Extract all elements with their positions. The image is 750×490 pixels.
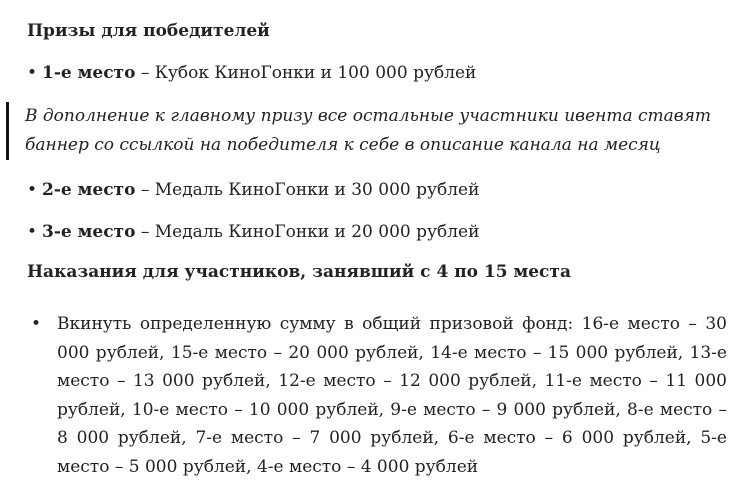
bullet-icon: • (27, 63, 38, 83)
prizes-heading: Призы для победителей (27, 21, 270, 41)
list-item-second-place (27, 179, 479, 201)
bullet-icon: • (27, 222, 38, 242)
list-item-penalty (27, 310, 727, 481)
second-place-label: 2-е место (42, 180, 136, 200)
first-place-label: 1-е место (42, 63, 136, 83)
penalties-heading: Наказания для участников, занявший с 4 по 15 места (27, 262, 571, 282)
quote-text: В дополнение к главному призу все остальные участники ивента ставят баннер со ссылкой на победителя к себе в описание канала на месяц (25, 106, 712, 155)
first-place-prize: – Кубок КиноГонки и 100 000 рублей (135, 63, 477, 83)
blockquote (6, 102, 726, 160)
list-item-first-place (27, 62, 476, 84)
third-place-prize: – Медаль КиноГонки и 20 000 рублей (135, 222, 480, 242)
second-place-prize: – Медаль КиноГонки и 30 000 рублей (135, 180, 480, 200)
bullet-icon: • (31, 314, 42, 334)
third-place-label: 3-е место (42, 222, 136, 242)
bullet-icon: • (27, 180, 38, 200)
list-item-third-place (27, 221, 479, 243)
penalty-text: Вкинуть определенную сумму в общий призовой фонд: 16-е место – 30 000 рублей, 15-е место – 20 000 рублей, 14-е место – 15 000 рублей, 13-е место – 13 000 рублей, 12-е место – 12 000 рублей, 11-е место – 11 000 рублей, 10-е место – 10 000 рублей, 9-е место – 9 000 рублей, 8-е место – 8 000 рублей, 7-е место – 7 000 рублей, 6-е место – 6 000 рублей, 5-е место – 5 000 рублей, 4-е место – 4 000 рублей (57, 314, 727, 477)
